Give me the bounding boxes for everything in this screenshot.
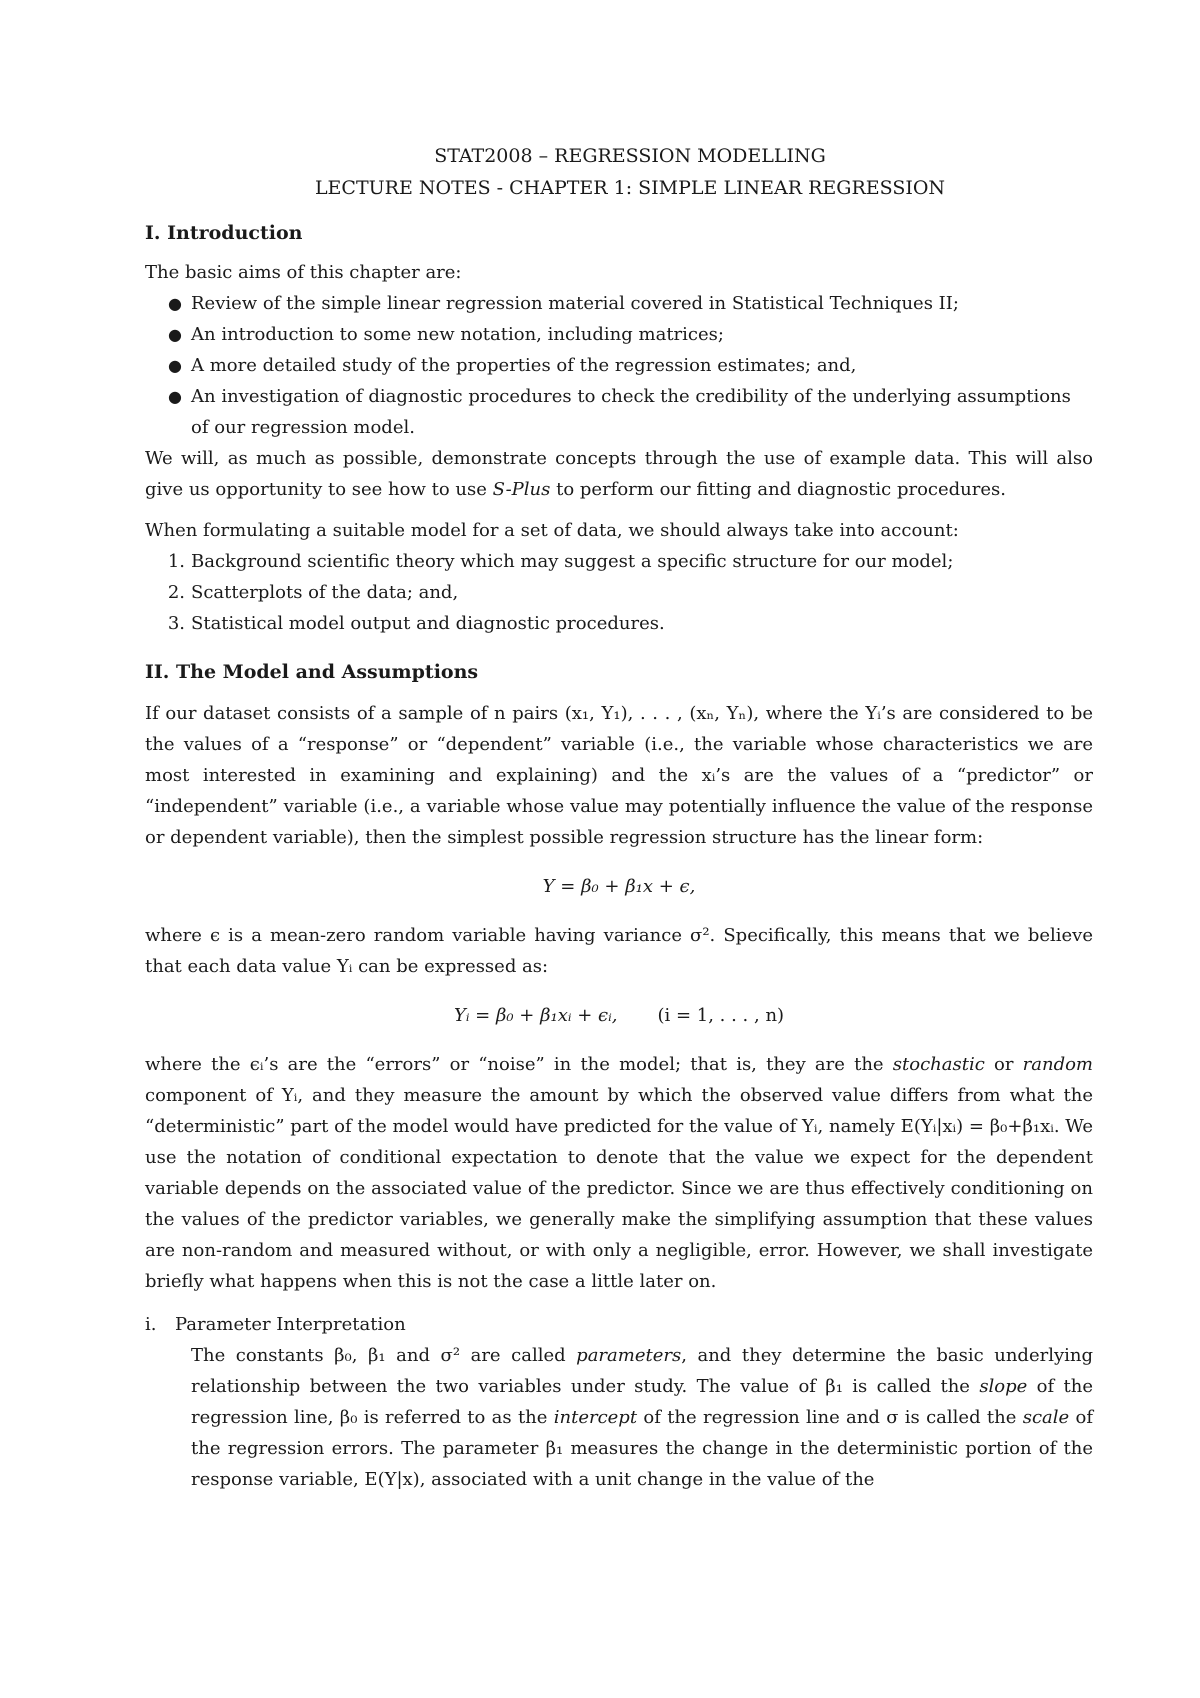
bullet-icon: ●	[168, 294, 182, 313]
bullet-icon: ●	[168, 387, 182, 406]
observation-equation: Yᵢ = β₀ + β₁xᵢ + ϵᵢ, (i = 1, . . . , n)	[145, 1000, 1093, 1031]
formulation-paragraph: When formulating a suitable model for a set of data, we should always take into account:	[145, 520, 959, 541]
aims-list	[145, 288, 1093, 443]
parameter-interpretation-paragraph: The constants β₀, β₁ and σ² are called parameters, and they determine the basic underlying relationship between the two variables under study. The value of β₁ is called the slope of the regression line, β₀ is referred to as the intercept of the regression line and σ is called the scale of the regression errors. The parameter β₁ measures the change in the deterministic portion of the response variable, E(Y|x), associated with a unit change in the value of the	[191, 1345, 1094, 1490]
list-item: 3. Statistical model output and diagnostic procedures.	[167, 613, 665, 634]
list-item: ● An investigation of diagnostic procedures to check the credibility of the underlying assumptions of our regression model.	[191, 381, 1093, 443]
aims-intro: The basic aims of this chapter are:	[145, 262, 462, 283]
course-title: STAT2008 – REGRESSION MODELLING	[434, 145, 826, 167]
errors-paragraph: where the ϵᵢ’s are the “errors” or “noise” in the model; that is, they are the stochastic or random component of Yᵢ, and they measure the amount by which the observed value differs from what the “deterministic” part of the model would have predicted for the value of Yᵢ, namely E(Yᵢ|xᵢ) = β₀+β₁xᵢ. We use the notation of conditional expectation to denote that the value we expect for the dependent variable depends on the associated value of the predictor. Since we are thus effectively conditioning on the values of the predictor variables, we generally make the simplifying assumption that these values are non-random and measured without, or with only a negligible, error. However, we shall investigate briefly what happens when this is not the case a little later on.	[145, 1054, 1093, 1292]
example-data-paragraph: We will, as much as possible, demonstrate concepts through the use of example data. This will also give us opportunity to see how to use S-Plus to perform our fitting and diagnostic procedures.	[145, 448, 1093, 500]
list-item: ● Review of the simple linear regression material covered in Statistical Techniques II;	[191, 288, 1093, 319]
document-title	[167, 140, 1093, 204]
lecture-notes-page	[145, 140, 1093, 1495]
bullet-icon: ●	[168, 356, 182, 375]
section-heading-model: II. The Model and Assumptions	[145, 661, 479, 683]
list-item: 2. Scatterplots of the data; and,	[167, 582, 459, 603]
bullet-icon: ●	[168, 325, 182, 344]
error-variance-paragraph: where ϵ is a mean-zero random variable having variance σ². Specifically, this means that we believe that each data value Yᵢ can be expressed as:	[145, 925, 1093, 977]
subsection-heading-parameter-interpretation: i. Parameter Interpretation	[145, 1314, 406, 1335]
list-item: 1. Background scientific theory which may suggest a specific structure for our model;	[167, 551, 954, 572]
considerations-list	[145, 546, 1093, 639]
linear-model-equation: Y = β₀ + β₁x + ϵ,	[542, 876, 696, 897]
chapter-title: LECTURE NOTES - CHAPTER 1: SIMPLE LINEAR REGRESSION	[314, 177, 946, 199]
list-item: ● A more detailed study of the properties of the regression estimates; and,	[191, 350, 1093, 381]
splus-name: S-Plus	[492, 479, 551, 500]
equation-index: (i = 1, . . . , n)	[657, 1005, 785, 1026]
model-paragraph: If our dataset consists of a sample of n pairs (x₁, Y₁), . . . , (xₙ, Yₙ), where the Yᵢ’s are considered to be the values of a “response” or “dependent” variable (i.e., the variable whose characteristics we are most interested in examining and explaining) and the xᵢ’s are the values of a “predictor” or “independent” variable (i.e., a variable whose value may potentially influence the value of the response or dependent variable), then the simplest possible regression structure has the linear form:	[145, 703, 1093, 848]
list-item: ● An introduction to some new notation, including matrices;	[191, 319, 1093, 350]
section-heading-introduction: I. Introduction	[145, 222, 303, 244]
